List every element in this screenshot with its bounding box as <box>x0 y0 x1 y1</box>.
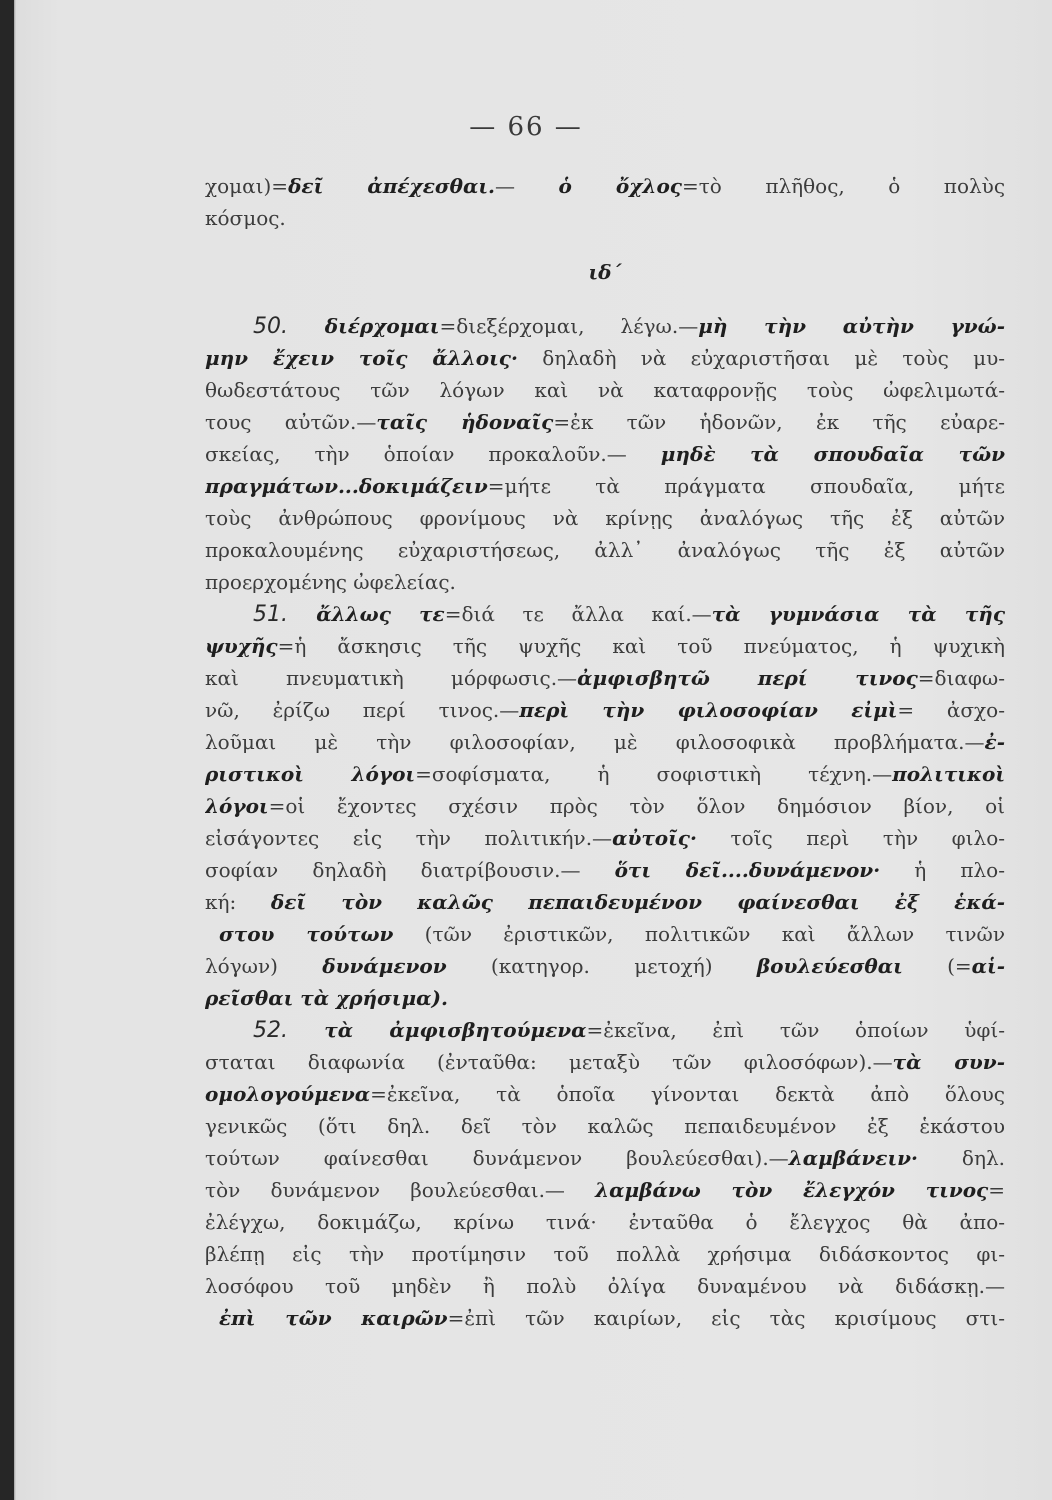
text-line <box>205 1142 1005 1174</box>
gloss-text: προερχομένης ὠφελείας. <box>205 570 456 594</box>
page-number: — 66 — <box>469 112 583 142</box>
text-line <box>205 1238 1005 1270</box>
gloss-text: κή: <box>205 890 271 914</box>
text-line <box>205 202 1005 234</box>
text-line <box>205 470 1005 502</box>
text-line <box>205 1014 1005 1046</box>
gloss-text: =ἐπὶ τῶν καιρίων, εἰς τὰς κρισίμους στι- <box>447 1306 1005 1330</box>
text-line <box>205 310 1005 342</box>
text-line <box>205 758 1005 790</box>
gloss-text: =σοφίσματα, ἡ σοφιστικὴ τέχνη.— <box>415 762 893 786</box>
text-line <box>205 950 1005 982</box>
text-line <box>205 726 1005 758</box>
gloss-text: λόγων) <box>205 954 323 978</box>
lemma-term: τὰ συν- <box>892 1050 1005 1074</box>
lemma-term: δυνάμενον <box>322 954 447 978</box>
text-line <box>205 534 1005 566</box>
lemma-term: λαμβάνειν· <box>788 1146 918 1170</box>
gloss-text: λοῦμαι μὲ τὴν φιλοσοφίαν, μὲ φιλοσοφικὰ προβλήματα.— <box>205 730 985 754</box>
text-line <box>205 170 1005 202</box>
lemma-term: λαμβάνω τὸν ἔλεγχόν τινος <box>595 1178 989 1202</box>
text-line <box>205 822 1005 854</box>
gloss-text: σοφίαν δηλαδὴ διατρίβουσιν.— <box>205 858 615 882</box>
lemma-term: στου τούτων <box>219 922 394 946</box>
lemma-term: μην ἔχειν τοῖς ἄλλοις· <box>205 346 518 370</box>
lemma-term: ταῖς ἡδοναῖς <box>376 410 554 434</box>
gloss-text: σταται διαφωνία (ἐνταῦθα: μεταξὺ τῶν φιλοσόφων).— <box>205 1050 893 1074</box>
text-line <box>205 406 1005 438</box>
text-line <box>205 662 1005 694</box>
section-heading: ιδ´ <box>588 260 622 284</box>
gloss-text: =τὸ πλῆθος, ὁ πολὺς <box>681 174 1005 198</box>
lemma-term: πολιτικοὶ <box>892 762 1005 786</box>
text-line <box>205 374 1005 406</box>
text-line <box>205 694 1005 726</box>
gloss-text: τὸν δυνάμενον βουλεύεσθαι.— <box>205 1178 596 1202</box>
gloss-text: τους αὐτῶν.— <box>205 410 377 434</box>
gloss-text: = ἀσχο- <box>897 698 1005 722</box>
text-line <box>205 1046 1005 1078</box>
gloss-text: λοσόφου τοῦ μηδὲν ἢ πολὺ ὀλίγα δυναμένου νὰ διδάσκῃ.— <box>205 1274 1005 1298</box>
gloss-text: =διά τε ἄλλα καί.— <box>444 602 712 626</box>
lemma-term: ἀμφισβητῶ περί τινος <box>577 666 918 690</box>
text-line <box>205 598 1005 630</box>
gloss-text: =διαφω- <box>917 666 1005 690</box>
gloss-text: =ἐκεῖνα, ἐπὶ τῶν ὁποίων ὑφί- <box>586 1018 1005 1042</box>
gloss-text: ἡ πλο- <box>880 858 1005 882</box>
gloss-text: δηλαδὴ νὰ εὐχαριστῆσαι μὲ τοὺς μυ- <box>517 346 1005 370</box>
lemma-term: διέρχομαι <box>324 314 440 338</box>
gloss-text: =ἐκεῖνα, τὰ ὁποῖα γίνονται δεκτὰ ἀπὸ ὅλους <box>370 1082 1005 1106</box>
lemma-term: δεῖ ἀπέχεσθαι. <box>288 174 495 198</box>
lemma-term: ομολογούμενα <box>205 1082 371 1106</box>
gloss-text: εἰσάγοντες εἰς τὴν πολιτικήν.— <box>205 826 613 850</box>
binding-edge <box>0 0 14 1500</box>
text-line <box>205 1078 1005 1110</box>
gloss-text: = <box>988 1178 1005 1202</box>
text-line <box>205 790 1005 822</box>
text-line <box>205 854 1005 886</box>
gloss-text: βλέπῃ εἰς τὴν προτίμησιν τοῦ πολλὰ χρήσιμα διδάσκοντος φι- <box>205 1242 1005 1266</box>
entry-number: 50. <box>253 314 325 339</box>
section-gap <box>205 234 1005 256</box>
commentary-text <box>205 170 1005 1334</box>
gloss-text: =ἐκ τῶν ἡδονῶν, ἐκ τῆς εὐαρε- <box>553 410 1005 434</box>
gloss-text: χομαι)= <box>205 174 289 198</box>
lemma-term: ριστικοὶ λόγοι <box>205 762 416 786</box>
gloss-text: κόσμος. <box>205 206 286 230</box>
lemma-term: αἱ- <box>971 954 1005 978</box>
lemma-term: αὐτοῖς· <box>612 826 697 850</box>
lemma-term: ὅτι δεῖ....δυνάμενον· <box>614 858 881 882</box>
gloss-text: θωδεστάτους τῶν λόγων καὶ νὰ καταφρονῇς τοὺς ὠφελιμωτά- <box>205 378 1005 402</box>
gloss-text: καὶ πνευματικὴ μόρφωσις.— <box>205 666 578 690</box>
gloss-text: (κατηγορ. μετοχή) <box>446 954 757 978</box>
lemma-term: τὰ ἀμφισβητούμενα <box>324 1018 587 1042</box>
text-line <box>205 502 1005 534</box>
gloss-text: γενικῶς (ὅτι δηλ. δεῖ τὸν καλῶς πεπαιδευμένον ἐξ ἑκάστου <box>205 1114 1005 1138</box>
lemma-term: ψυχῆς <box>205 634 278 658</box>
gloss-text: νῶ, ἐρίζω περί τινος.— <box>205 698 520 722</box>
text-line <box>205 1174 1005 1206</box>
gloss-text: τοὺς ἀνθρώπους φρονίμους νὰ κρίνῃς ἀναλόγως τῆς ἐξ αὐτῶν <box>205 506 1005 530</box>
gloss-text: — <box>494 174 559 198</box>
gloss-text: (τῶν ἐριστικῶν, πολιτικῶν καὶ ἄλλων τινῶν <box>393 922 1005 946</box>
gloss-text: δηλ. <box>917 1146 1005 1170</box>
text-line <box>205 566 1005 598</box>
gloss-text: =μήτε τὰ πράγματα σπουδαῖα, μήτε <box>487 474 1005 498</box>
lemma-term: τὰ γυμνάσια τὰ τῆς <box>711 602 1005 626</box>
gloss-text: =οἱ ἔχοντες σχέσιν πρὸς τὸν ὅλον δημόσιον βίον, οἱ <box>268 794 1005 818</box>
lemma-term: περὶ τὴν φιλοσοφίαν εἰμὶ <box>519 698 898 722</box>
lemma-term: βουλεύεσθαι <box>756 954 903 978</box>
lemma-term: πραγμάτων...δοκιμάζειν <box>205 474 488 498</box>
text-line <box>205 630 1005 662</box>
lemma-term: μηδὲ τὰ σπουδαῖα τῶν <box>660 442 1005 466</box>
text-line <box>205 1302 1005 1334</box>
text-line <box>205 1110 1005 1142</box>
gloss-text: =ἡ ἄσκησις τῆς ψυχῆς καὶ τοῦ πνεύματος, ἡ ψυχικὴ <box>277 634 1005 658</box>
lemma-term: ἐπὶ τῶν καιρῶν <box>219 1306 448 1330</box>
entry-number: 52. <box>253 1018 325 1043</box>
text-line <box>205 918 1005 950</box>
text-line <box>205 982 1005 1014</box>
gloss-text: ἐλέγχω, δοκιμάζω, κρίνω τινά· ἐνταῦθα ὁ ἔλεγχος θὰ ἀπο- <box>205 1210 1005 1234</box>
gloss-text: (= <box>902 954 972 978</box>
lemma-term: ρεῖσθαι τὰ χρήσιμα). <box>205 986 448 1010</box>
text-line <box>205 342 1005 374</box>
lemma-term: ἐ- <box>984 730 1005 754</box>
gloss-text: τοῖς περὶ τὴν φιλο- <box>696 826 1005 850</box>
entry-number: 51. <box>253 602 317 627</box>
lemma-term: ἄλλως τε <box>316 602 445 626</box>
gloss-text: προκαλουμένης εὐχαριστήσεως, ἀλλ᾽ ἀναλόγως τῆς ἐξ αὐτῶν <box>205 538 1005 562</box>
gloss-text: τούτων φαίνεσθαι δυνάμενον βουλεύεσθαι).— <box>205 1146 789 1170</box>
lemma-term: μὴ τὴν αὐτὴν γνώ- <box>698 314 1005 338</box>
gloss-text: =διεξέρχομαι, λέγω.— <box>439 314 699 338</box>
lemma-term: λόγοι <box>205 794 269 818</box>
text-line <box>205 886 1005 918</box>
lemma-term: δεῖ τὸν καλῶς πεπαιδευμένον φαίνεσθαι ἐξ ἑκά- <box>270 890 1005 914</box>
gloss-text: σκείας, τὴν ὁποίαν προκαλοῦν.— <box>205 442 661 466</box>
text-line <box>205 438 1005 470</box>
text-line <box>205 1206 1005 1238</box>
text-line <box>205 1270 1005 1302</box>
section-gap <box>205 288 1005 310</box>
lemma-term: ὁ ὄχλος <box>558 174 682 198</box>
